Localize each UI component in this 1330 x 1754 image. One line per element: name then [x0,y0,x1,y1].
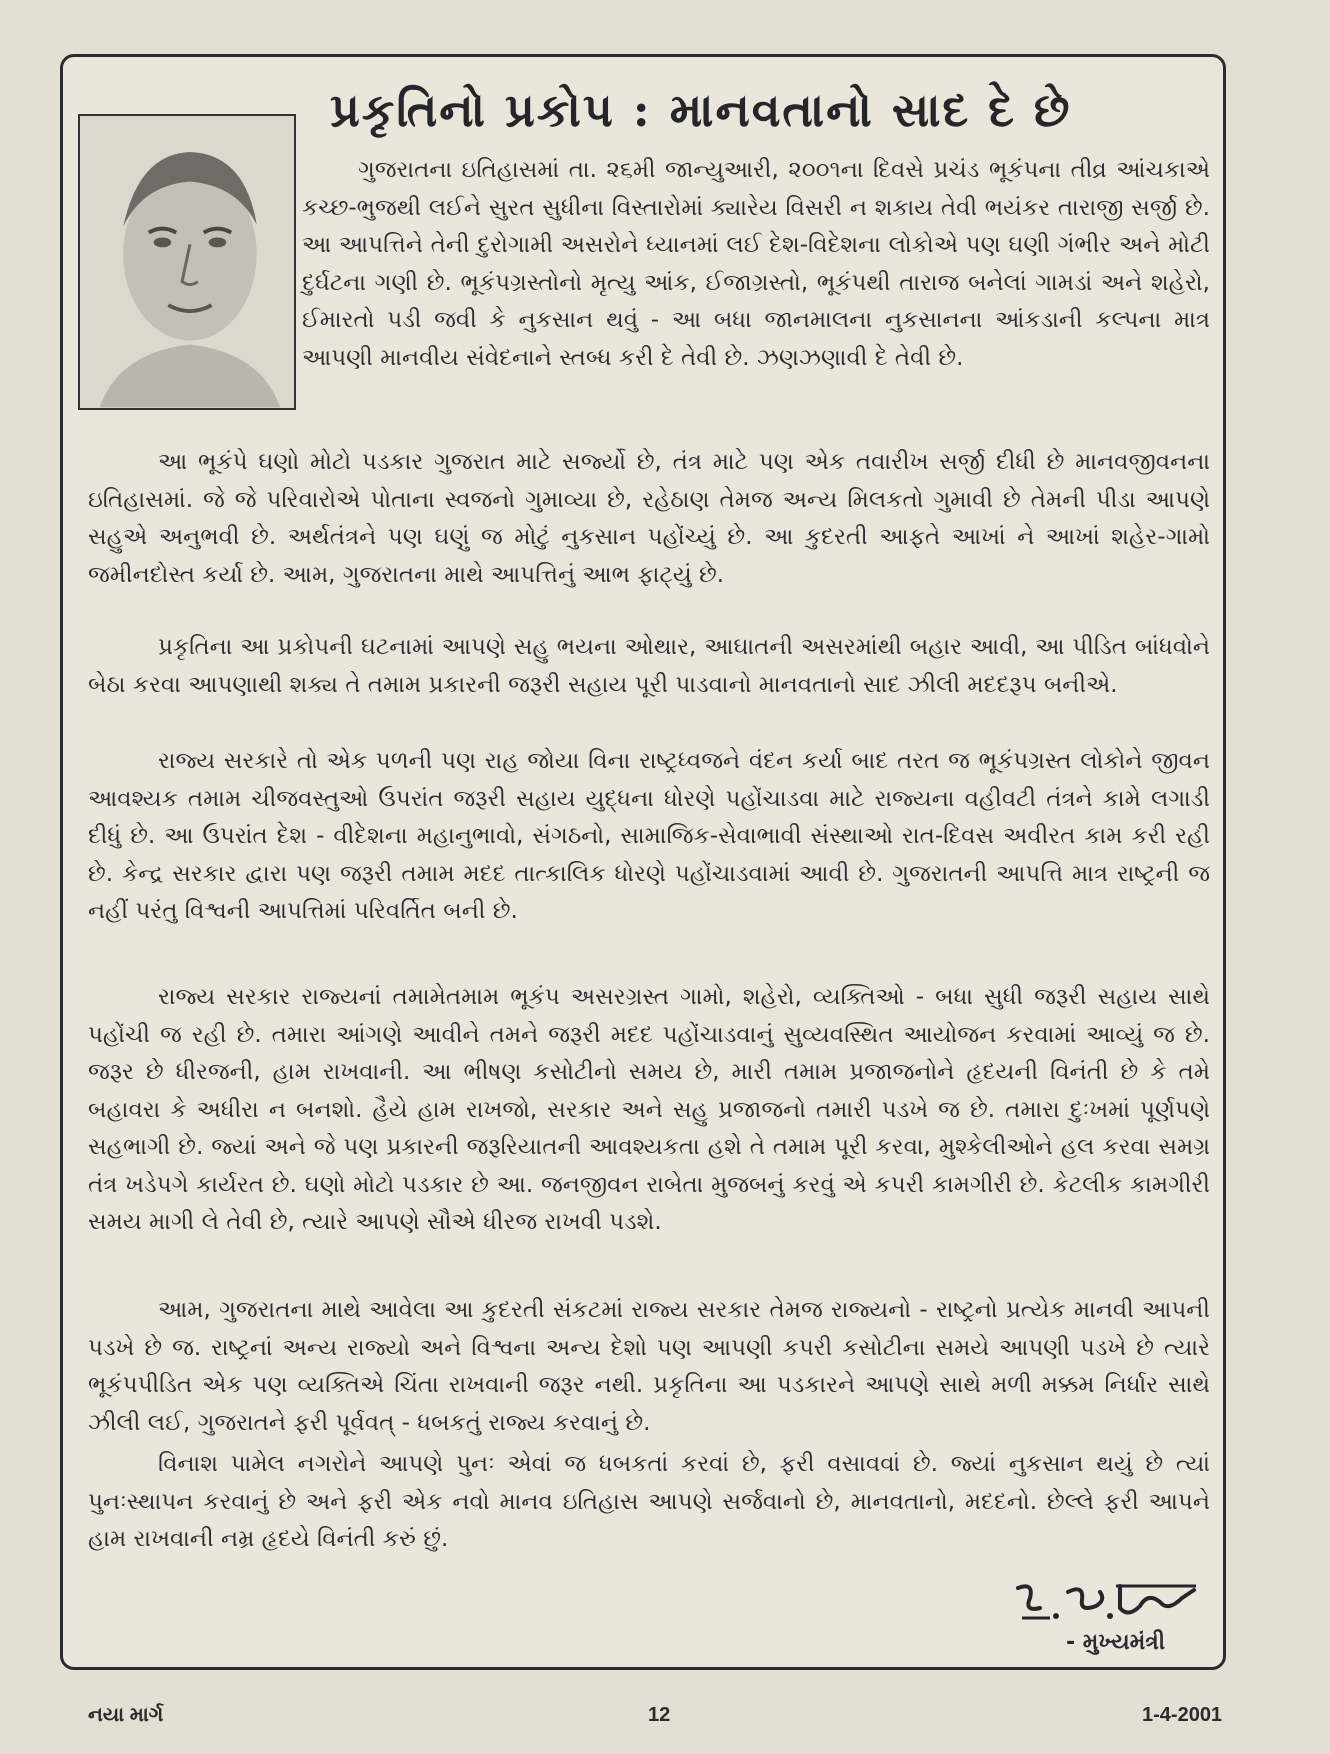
paragraph-rebuild: વિનાશ પામેલ નગરોને આપણે પુનઃ એવાં જ ધબકતાં કરવાં છે, ફરી વસાવવાં છે. જ્યાં નુકસાન થયું છે ત્યાં પુનઃસ્થાપન કરવાનું છે અને ફરી એક નવો માનવ ઇતિહાસ આપણે સર્જવાનો છે, માનવતાનો, મદદનો. છેલ્લે ફરી આપને હામ રાખવાની નમ્ર હૃદયે વિનંતી કરું છું. [88,1451,1210,1552]
paragraph-government-action: રાજ્ય સરકારે તો એક પળની પણ રાહ જોયા વિના રાષ્ટ્રધ્વજને વંદન કર્યા બાદ તરત જ ભૂકંપગ્રસ્ત લોકોને જીવન આવશ્યક તમામ ચીજવસ્તુઓ ઉપરાંત જરૂરી સહાય યુદ્ધના ધોરણે પહોંચાડવા માટે રાજ્યના વહીવટી તંત્રને કામે લગાડી દીધું છે. આ ઉપરાંત દેશ - વીદેશના મહાનુભાવો, સંગઠનો, સામાજિક-સેવાભાવી સંસ્થાઓ રાત-દિવસ અવીરત કામ કરી રહી છે. કેન્દ્ર સરકાર દ્વારા પણ જરૂરી તમામ મદદ તાત્કાલિક ધોરણે પહોંચાડવામાં આવી છે. ગુજરાતની આપત્તિ માત્ર રાષ્ટ્રની જ નહીં પરંતુ વિશ્વની આપત્તિમાં પરિવર્તિત બની છે. [88,748,1210,924]
footer-page-number: 12 [648,1704,671,1726]
paragraph-challenge: આ ભૂકંપે ઘણો મોટો પડકાર ગુજરાત માટે સર્જ્યો છે, તંત્ર માટે પણ એક તવારીખ સર્જી દીધી છે માનવજીવનના ઇતિહાસમાં. જે જે પરિવારોએ પોતાના સ્વજનો ગુમાવ્યા છે, રહેઠાણ તેમજ અન્ય મિલકતો ગુમાવી છે તેમની પીડા આપણે સહુએ અનુભવી છે. અર્થતંત્રને પણ ઘણું જ મોટું નુકસાન પહોંચ્યું છે. આ કુદરતી આફતે આખાં ને આખાં શહેર-ગામો જમીનદોસ્ત કર્યા છે. આમ, ગુજરાતના માથે આપત્તિનું આભ ફાટ્યું છે. [88,449,1210,588]
paragraph-intro: ગુજરાતના ઇતિહાસમાં તા. ૨૬મી જાન્યુઆરી, ૨૦૦૧ના દિવસે પ્રચંડ ભૂકંપના તીવ્ર આંચકાએ કચ્છ-ભુજથી લઈને સુરત સુધીના વિસ્તારોમાં ક્યારેય વિસરી ન શકાય તેવી ભયંકર તારાજી સર્જી છે. આ આપત્તિને તેની દુરોગામી અસરોને ધ્યાનમાં લઈ દેશ-વિદેશના લોકોએ પણ ઘણી ગંભીર અને મોટી દુર્ઘટના ગણી છે. ભૂકંપગ્રસ્તોનો મૃત્યુ આંક, ઈજાગ્રસ્તો, ભૂકંપથી તારાજ બનેલાં ગામડાં અને શહેરો, ઈમારતો પડી જવી કે નુકસાન થવું - આ બધા જાનમાલના નુકસાનના આંકડાની કલ્પના માત્ર આપણી માનવીય સંવેદનાને સ્તબ્ધ કરી દે તેવી છે. ઝણઝણાવી દે તેવી છે. [302,157,1210,371]
author-photo [78,114,296,410]
footer-magazine-name: નયા માર્ગ [88,1704,164,1726]
paragraph-assistance: રાજ્ય સરકાર રાજ્યનાં તમામેતમામ ભૂકંપ અસરગ્રસ્ત ગામો, શહેરો, વ્યક્તિઓ - બધા સુધી જરૂરી સહાય સાથે પહોંચી જ રહી છે. તમારા આંગણે આવીને તમને જરૂરી મદદ પહોંચાડવાનું સુવ્યવસ્થિત આયોજન કરવામાં આવ્યું જ છે. જરૂર છે ધીરજની, હામ રાખવાની. આ ભીષણ કસોટીનો સમય છે, મારી તમામ પ્રજાજનોને હૃદયની વિનંતી છે કે તમે બહાવરા કે અધીરા ન બનશો. હૈયે હામ રાખજો, સરકાર અને સહુ પ્રજાજનો તમારી પડખે જ છે. તમારા દુઃખમાં પૂર્ણપણે સહભાગી છે. જ્યાં અને જે પણ પ્રકારની જરૂરિયાતની આવશ્યકતા હશે તે તમામ પૂરી કરવા, મુશ્કેલીઓને હલ કરવા સમગ્ર તંત્ર ખડેપગે કાર્યરત છે. ઘણો મોટો પડકાર છે આ. જનજીવન રાબેતા મુજબનું કરવું એ કપરી કામગીરી છે. કેટલીક કામગીરી સમય માગી લે તેવી છે, ત્યારે આપણે સૌએ ધીરજ રાખવી પડશે. [88,984,1210,1235]
footer-date: 1-4-2001 [1142,1704,1223,1726]
paragraph-appeal: પ્રકૃતિના આ પ્રકોપની ઘટનામાં આપણે સહુ ભયના ઓથાર, આઘાતની અસરમાંથી બહાર આવી, આ પીડિત બાંધવોને બેઠા કરવા આપણાથી શક્ય તે તમામ પ્રકારની જરૂરી સહાય પૂરી પાડવાનો માનવતાનો સાદ ઝીલી મદદરૂપ બનીએ. [88,634,1210,698]
article-title: પ્રકૃતિનો પ્રકોપ : માનવતાનો સાદ દે છે [330,83,1072,137]
handwritten-signature [1010,1578,1200,1626]
designation-label: - મુખ્યમંત્રી [1066,1630,1166,1655]
paragraph-solidarity: આમ, ગુજરાતના માથે આવેલા આ કુદરતી સંકટમાં રાજ્ય સરકાર તેમજ રાજ્યનો - રાષ્ટ્રનો પ્રત્યેક માનવી આપની પડખે છે જ. રાષ્ટ્રનાં અન્ય રાજ્યો અને વિશ્વના અન્ય દેશો પણ આપણી કપરી કસોટીના સમયે આપણી પડખે છે ત્યારે ભૂકંપપીડિત એક પણ વ્યક્તિએ ચિંતા રાખવાની જરૂર નથી. પ્રકૃતિના આ પડકારને આપણે સાથે મળી મક્કમ નિર્ધાર સાથે ઝીલી લઈ, ગુજરાતને ફરી પૂર્વવત્ - ધબકતું રાજ્ય કરવાનું છે. [88,1297,1210,1436]
